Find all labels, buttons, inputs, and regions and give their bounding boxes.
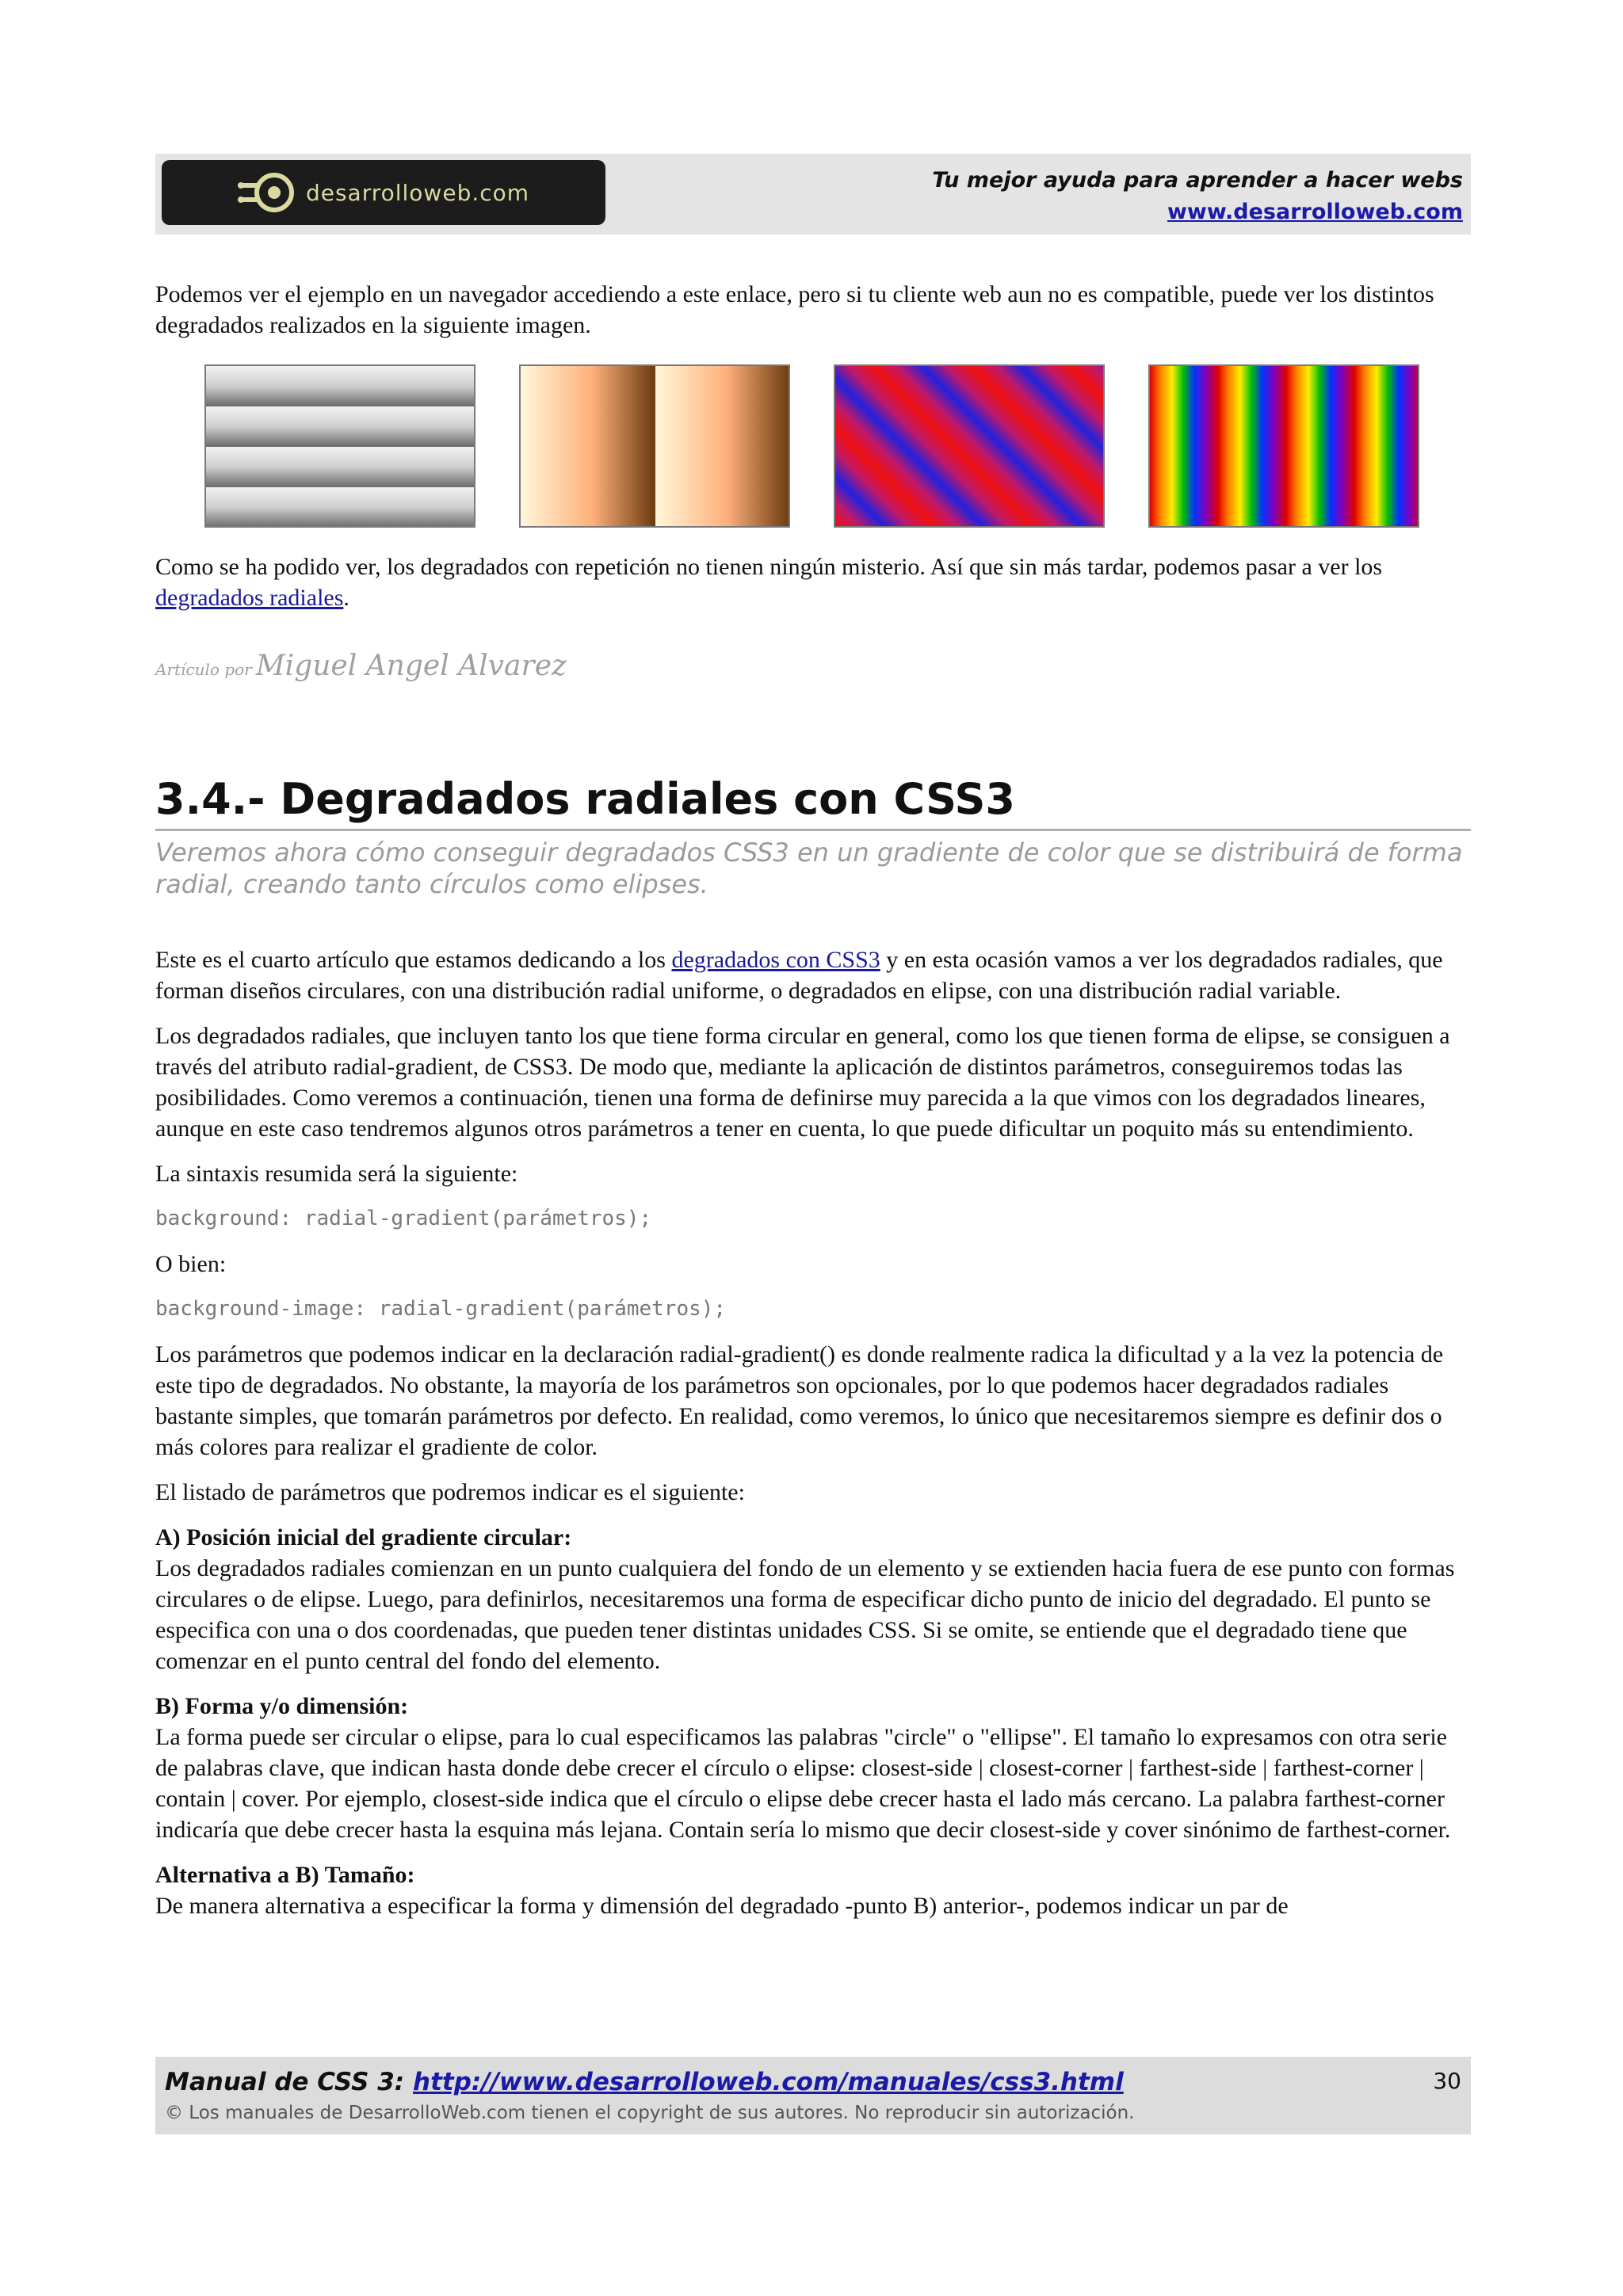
gradient-example-gray-stripes [204,364,475,528]
intro-paragraph: Podemos ver el ejemplo en un navegador accediendo a este enlace, pero si tu cliente web aun no es compatible, puede ver los distintos degradados realizados en la siguiente imagen. [155,281,1434,338]
param-a [155,1522,1471,1676]
page-footer [155,2057,1471,2134]
body-paragraph-1 [155,944,1471,1006]
gradient-example-diagonal-red-blue [834,364,1105,528]
manual-url-link[interactable]: http://www.desarrolloweb.com/manuales/css3.html [413,2068,1124,2096]
logo-symbol-icon [238,170,295,215]
section-subtitle: Veremos ahora cómo conseguir degradados CSS3 en un gradiente de color que se distribuirá de forma radial, creando tanto círculos como elipses. [155,837,1463,899]
header-tagline [932,165,1463,228]
body-paragraph-2: Los degradados radiales, que incluyen tanto los que tiene forma circular en general, como los que tienen forma de elipse, se consiguen a través del atributo radial-gradient, de CSS3. De modo que, mediante la aplicación de distintos parámetros, conseguiremos todas las posibilidades. Como veremos a continuación, tienen una forma de definirse muy parecida a la que vimos con los degradados lineares, aunque en este caso tendremos algunos otros parámetros a tener en cuenta, lo que puede dificultar un poquito más su entendimiento. [155,1023,1450,1142]
footer-title-prefix: Manual de CSS 3: [165,2068,413,2096]
page-number: 30 [1433,2068,1461,2094]
p1-text-end: y en esta ocasión vamos a ver los degradados radiales, que forman diseños circulares, con una distribución radial uniforme, o degradados en elipse, con una distribución radial variable. [155,947,1443,1004]
footer-copyright: © Los manuales de DesarrolloWeb.com tienen el copyright de sus autores. No reproducir sin autorización. [165,2103,1135,2123]
body-paragraph-5: Los parámetros que podemos indicar en la declaración radial-gradient() es donde realmente radica la dificultad y a la vez la potencia de este tipo de degradados. No obstante, la mayoría de los parámetros son opcionales, por lo que podemos hacer degradados radiales bastante simples, que tomarán parámetros por defecto. En realidad, como veremos, lo único que necesitaremos siempre es definir dos o más colores para realizar el gradiente de color. [155,1341,1444,1460]
radial-intro-end: . [343,585,349,611]
body-paragraph-4: O bien: [155,1251,227,1277]
param-alt [155,1859,1471,1921]
byline-author: Miguel Angel Alvarez [255,650,567,682]
code-sample-2: background-image: radial-gradient(parámetros); [155,1297,727,1321]
article-body [155,944,1471,1936]
radial-gradients-link[interactable]: degradados radiales [155,585,344,611]
param-b-title: B) Forma y/o dimensión: [155,1693,409,1719]
site-logo[interactable] [162,160,605,225]
param-a-title: A) Posición inicial del gradiente circular: [155,1524,572,1550]
body-paragraph-6: El listado de parámetros que podremos indicar es el siguiente: [155,1479,745,1505]
gradient-example-rainbow [1148,364,1419,528]
radial-intro-text: Como se ha podido ver, los degradados con repetición no tienen ningún misterio. Así que sin más tardar, podemos pasar a ver los [155,554,1383,580]
body-paragraph-3: La sintaxis resumida será la siguiente: [155,1161,518,1187]
byline-prefix: Artículo por [155,660,252,679]
param-b [155,1691,1471,1845]
gradient-example-orange-bands [519,364,790,528]
section-heading: 3.4.- Degradados radiales con CSS3 [155,772,1471,831]
article-byline [155,650,567,682]
code-sample-1: background: radial-gradient(parámetros); [155,1207,652,1230]
param-alt-title: Alternativa a B) Tamaño: [155,1862,415,1888]
param-a-text: Los degradados radiales comienzan en un punto cualquiera del fondo de un elemento y se extienden hacia fuera de ese punto con formas circulares o de elipse. Luego, para definirlos, necesitaremos una forma de especificar dicho punto de inicio del degradado. El punto se especifica con una o dos coordenadas, que pueden tener distintas unidades CSS. Si se omite, se entiende que el degradado tiene que comenzar en el punto central del fondo del elemento. [155,1555,1455,1674]
tagline-text: Tu mejor ayuda para aprender a hacer webs [932,168,1463,193]
footer-title [165,2068,1124,2096]
radial-intro-paragraph [155,551,1471,613]
param-alt-text: De manera alternativa a especificar la forma y dimensión del degradado -punto B) anterior-, podemos indicar un par de [155,1893,1289,1919]
logo-text: desarrolloweb.com [305,179,530,206]
page-header [155,154,1471,235]
p1-text: Este es el cuarto artículo que estamos dedicando a los [155,947,672,973]
site-url-link[interactable]: www.desarrolloweb.com [1167,200,1463,224]
css3-gradients-link[interactable]: degradados con CSS3 [671,947,880,973]
param-b-text: La forma puede ser circular o elipse, para lo cual especificamos las palabras "circle" o "ellipse". El tamaño lo expresamos con otra serie de palabras clave, que indican hasta donde debe crecer el círculo o elipse: closest-side | closest-corner | farthest-side | farthest-corner | contain | cover. Por ejemplo, closest-side indica que el círculo o elipse debe crecer hasta el lado más cercano. La palabra farthest-corner indicaría que debe crecer hasta la esquina más lejana. Contain sería lo mismo que decir closest-side y cover sinónimo de farthest-corner. [155,1724,1451,1843]
